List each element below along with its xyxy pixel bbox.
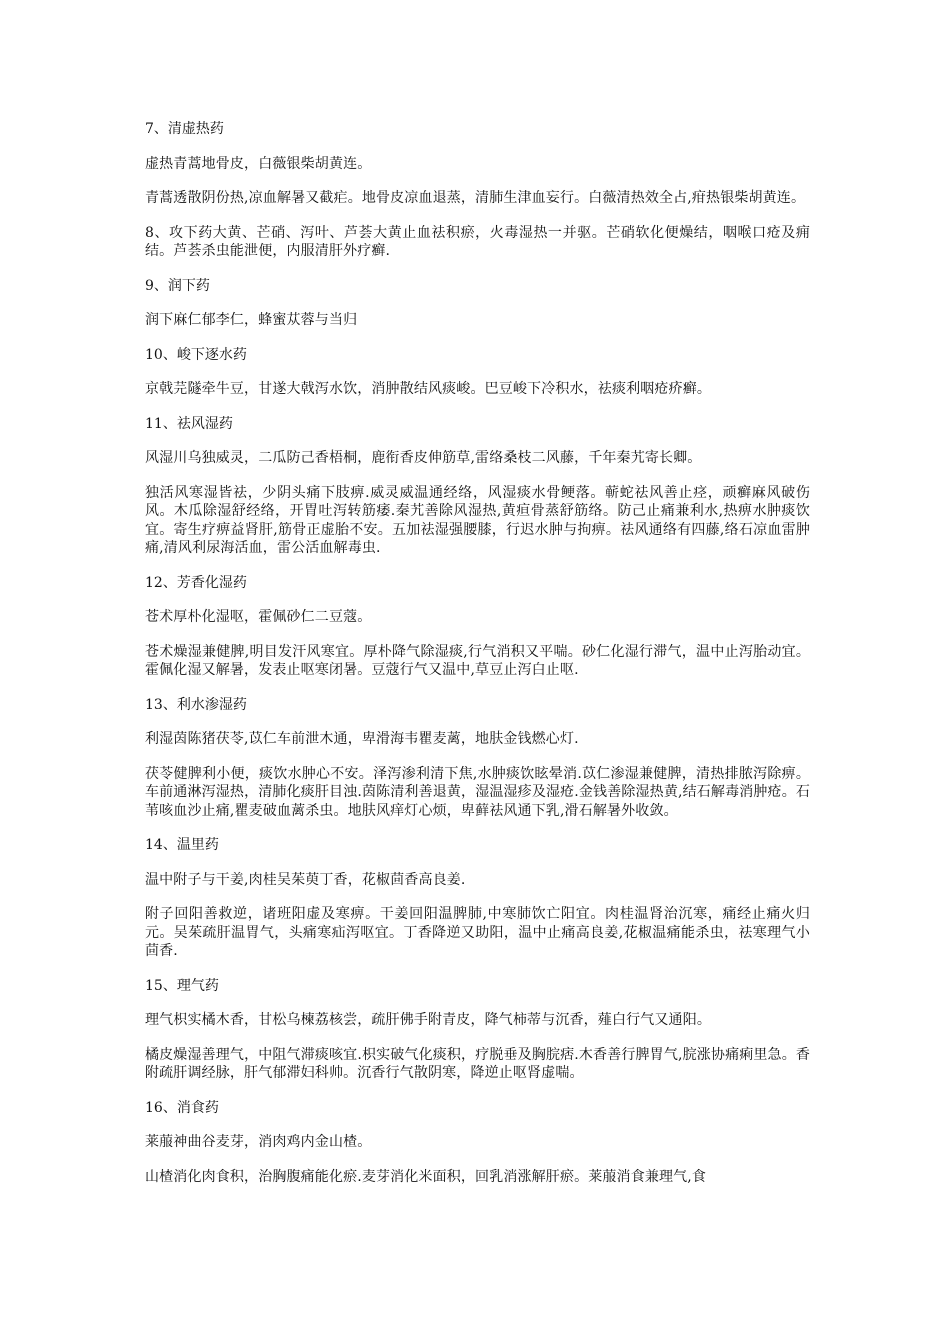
section-heading-9: 9、润下药 [145, 277, 210, 294]
paragraph-verse: 苍术厚朴化湿呕，霍佩砂仁二豆蔻。 [145, 609, 372, 625]
section-heading-13: 13、利水渗湿药 [145, 696, 247, 713]
paragraph-explanation: 独活风寒湿皆祛，少阴头痛下肢痹.威灵威温通经络，风湿痰水骨鲠落。蕲蛇祛风善止痉，顽癣麻风破伤风。木瓜除湿舒经络，开胃吐泻转筋痿.秦艽善除风湿热,黄疸骨蒸舒筋络。防己止痛兼利水,热痹水肿痰饮宜。寄生疗痹益肾肝,筋骨正虚胎不安。五加祛湿强腰膝，行迟水肿与拘痹。祛风通络有四藤,络石凉血雷肿痛,清风利尿海活血，雷公活血解毒虫. [145, 484, 810, 556]
section-heading-11: 11、祛风湿药 [145, 415, 233, 432]
section-heading-14: 14、温里药 [145, 837, 219, 853]
section-heading-16: 16、消食药 [145, 1099, 219, 1116]
paragraph-verse: 利湿茵陈猪茯苓,苡仁车前泄木通，卑滑海韦瞿麦蓠，地肤金钱燃心灯. [145, 731, 579, 747]
paragraph-verse: 润下麻仁郁李仁，蜂蜜苁蓉与当归 [145, 312, 358, 328]
section-heading-15: 15、理气药 [145, 977, 219, 994]
paragraph-explanation: 山楂消化肉食积，治胸腹痛能化瘀.麦芽消化米面积，回乳消涨解肝瘀。莱菔消食兼理气,食 [145, 1168, 707, 1185]
paragraph-verse: 京戟芫隧牵牛豆，甘遂大戟泻水饮，消肿散结风痰峻。巴豆峻下冷积水，祛痰利咽疮疥癣。 [145, 381, 711, 397]
paragraph-verse: 理气枳实橘木香，甘松乌楝荔核尝，疏肝佛手附青皮，降气柿蒂与沉香，薤白行气又通阳。 [145, 1012, 711, 1028]
paragraph-explanation: 附子回阳善救逆，诸班阳虚及寒痹。干姜回阳温脾肺,中寒肺饮亡阳宜。肉桂温肾治沉寒，痛经止痛火归元。吴茱疏肝温胃气，头痛寒疝泻呕宜。丁香降逆又助阳，温中止痛高良姜,花椒温痛能杀虫，祛寒理气小茴香. [145, 906, 810, 959]
paragraph-verse: 风湿川乌独威灵，二瓜防己香梧桐，鹿衔香皮伸筋草,雷络桑枝二风藤，千年秦艽寄长卿。 [145, 450, 702, 466]
document-page [145, 120, 810, 1202]
paragraph-verse: 温中附子与干姜,肉桂吴茱萸丁香，花椒茴香高良姜. [145, 871, 466, 888]
paragraph-verse: 莱菔神曲谷麦芽，消肉鸡内金山楂。 [145, 1134, 372, 1150]
paragraph-explanation: 青蒿透散阴份热,凉血解暑又截疟。地骨皮凉血退蒸，清肺生津血妄行。白薇清热效全占,疳热银柴胡黄连。 [145, 190, 806, 206]
section-heading-10: 10、峻下逐水药 [145, 346, 247, 363]
paragraph-explanation: 橘皮燥湿善理气，中阻气滞痰咳宜.枳实破气化痰积，疗脱垂及胸脘痞.木香善行脾胃气,脘涨协痛痢里急。香附疏肝调经脉，肝气郁滞妇科帅。沉香行气散阴寒，降逆止呕肾虚喘。 [145, 1046, 810, 1081]
paragraph-explanation: 茯苓健脾利小便，痰饮水肿心不安。泽泻渗利清下焦,水肿痰饮眩晕消.苡仁渗湿兼健脾，清热排脓泻除痹。车前通淋泻湿热，清肺化痰肝目浊.茵陈清利善退黄，湿温湿疹及湿疮.金钱善除湿热黄,结石解毒消肿疮。石苇咳血沙止痛,瞿麦破血蓠杀虫。地肤风痒灯心烦，卑藓祛风通下乳,滑石解暑外收敛。 [145, 765, 810, 819]
section-heading-7: 7、清虚热药 [145, 121, 224, 137]
section-heading-8-paragraph: 8、攻下药大黄、芒硝、泻叶、芦荟大黄止血祛积瘀，火毒湿热一并驱。芒硝软化便燥结，咽喉口疮及痈结。芦荟杀虫能泄便，内服清肝外疗癣. [145, 224, 810, 259]
paragraph-verse: 虚热青蒿地骨皮，白薇银柴胡黄连。 [145, 155, 372, 172]
section-heading-12: 12、芳香化湿药 [145, 574, 247, 591]
paragraph-explanation: 苍术燥湿兼健脾,明目发汗风寒宜。厚朴降气除湿痰,行气消积又平喘。砂仁化湿行滞气，温中止泻胎动宜。霍佩化湿又解暑，发表止呕寒闭暑。豆蔻行气又温中,草豆止泻白止呕. [145, 643, 810, 678]
